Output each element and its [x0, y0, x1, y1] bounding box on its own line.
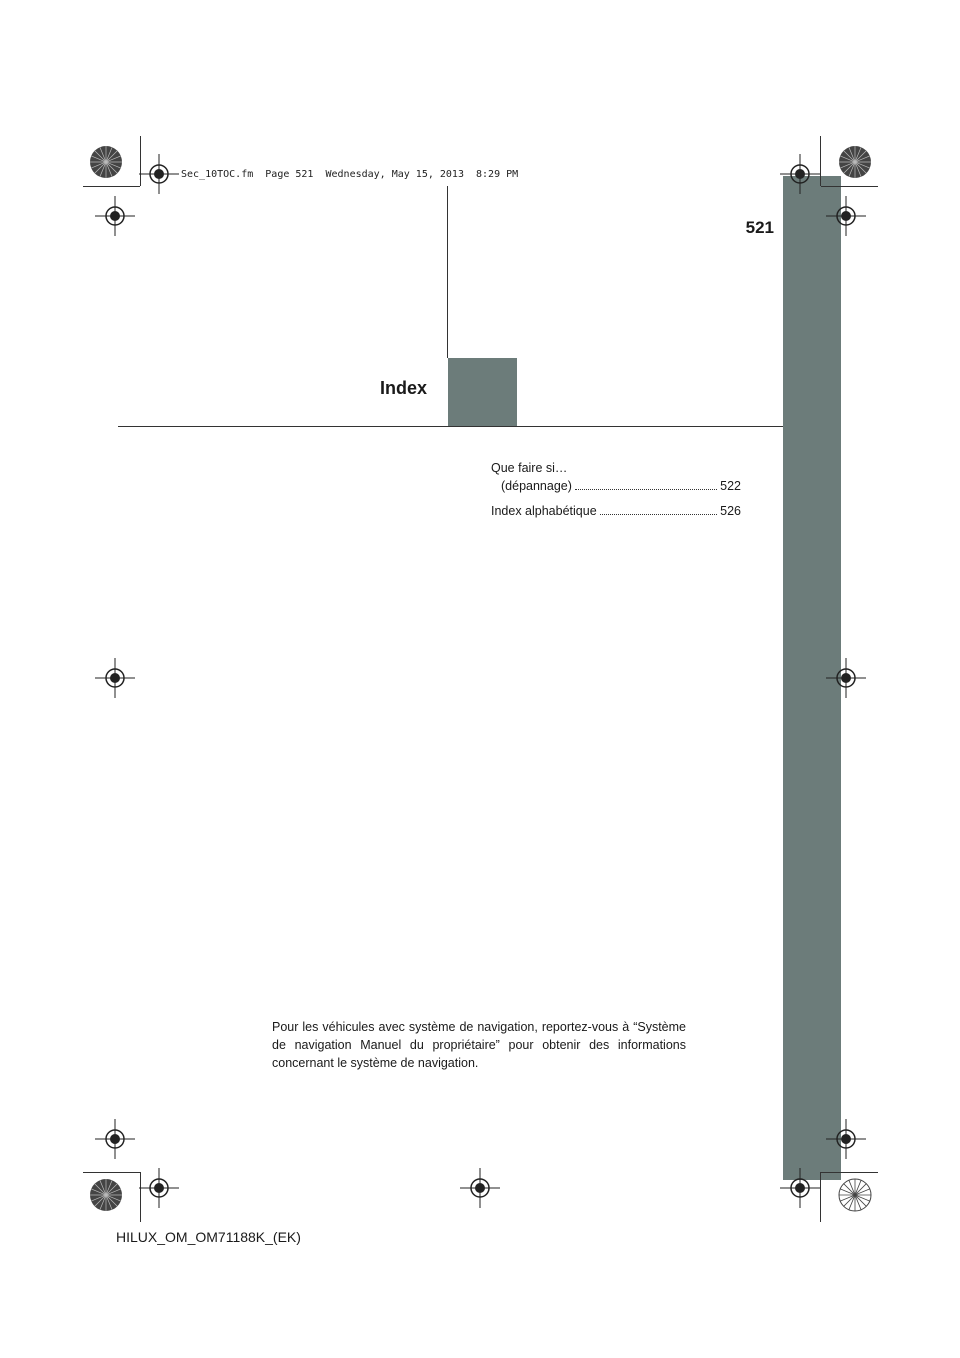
section-title-block [448, 358, 517, 427]
registration-mark-icon [826, 1119, 866, 1159]
registration-mark-icon [95, 1119, 135, 1159]
registration-mark-icon [139, 154, 179, 194]
toc-leader-dots [600, 514, 717, 515]
radial-target-icon [837, 1177, 873, 1213]
radial-target-icon [837, 144, 873, 180]
registration-mark-icon [826, 196, 866, 236]
page-number: 521 [745, 218, 774, 237]
registration-mark-icon [780, 154, 820, 194]
registration-mark-icon [95, 658, 135, 698]
document-code: HILUX_OM_OM71188K_(EK) [116, 1229, 301, 1245]
toc-entry-title: Index alphabétique [491, 504, 597, 518]
registration-mark-icon [95, 196, 135, 236]
header-horizontal-rule [118, 426, 783, 427]
toc-entry-subtitle: (dépannage) [501, 479, 572, 493]
toc-entry-troubleshooting[interactable] [491, 459, 741, 495]
section-title: Index [380, 378, 428, 398]
registration-mark-icon [139, 1168, 179, 1208]
toc-entry-title: Que faire si… [491, 461, 568, 475]
header-vertical-rule [447, 186, 448, 358]
file-stamp: Sec_10TOC.fm Page 521 Wednesday, May 15, 2013 8:29 PM [181, 169, 519, 180]
registration-mark-icon [460, 1168, 500, 1208]
table-of-contents [491, 459, 741, 527]
toc-leader-dots [575, 489, 717, 490]
navigation-note: Pour les véhicules avec système de navigation, reportez-vous à “Système de navigation Manuel du propriétaire” pour obtenir des informations concernant le système de navigation. [272, 1020, 686, 1070]
radial-target-icon [88, 1177, 124, 1213]
toc-entry-page: 526 [720, 504, 741, 518]
toc-entry-page: 522 [720, 479, 741, 493]
radial-target-icon [88, 144, 124, 180]
toc-entry-alphabetical-index[interactable] [491, 502, 741, 520]
registration-mark-icon [780, 1168, 820, 1208]
registration-mark-icon [826, 658, 866, 698]
